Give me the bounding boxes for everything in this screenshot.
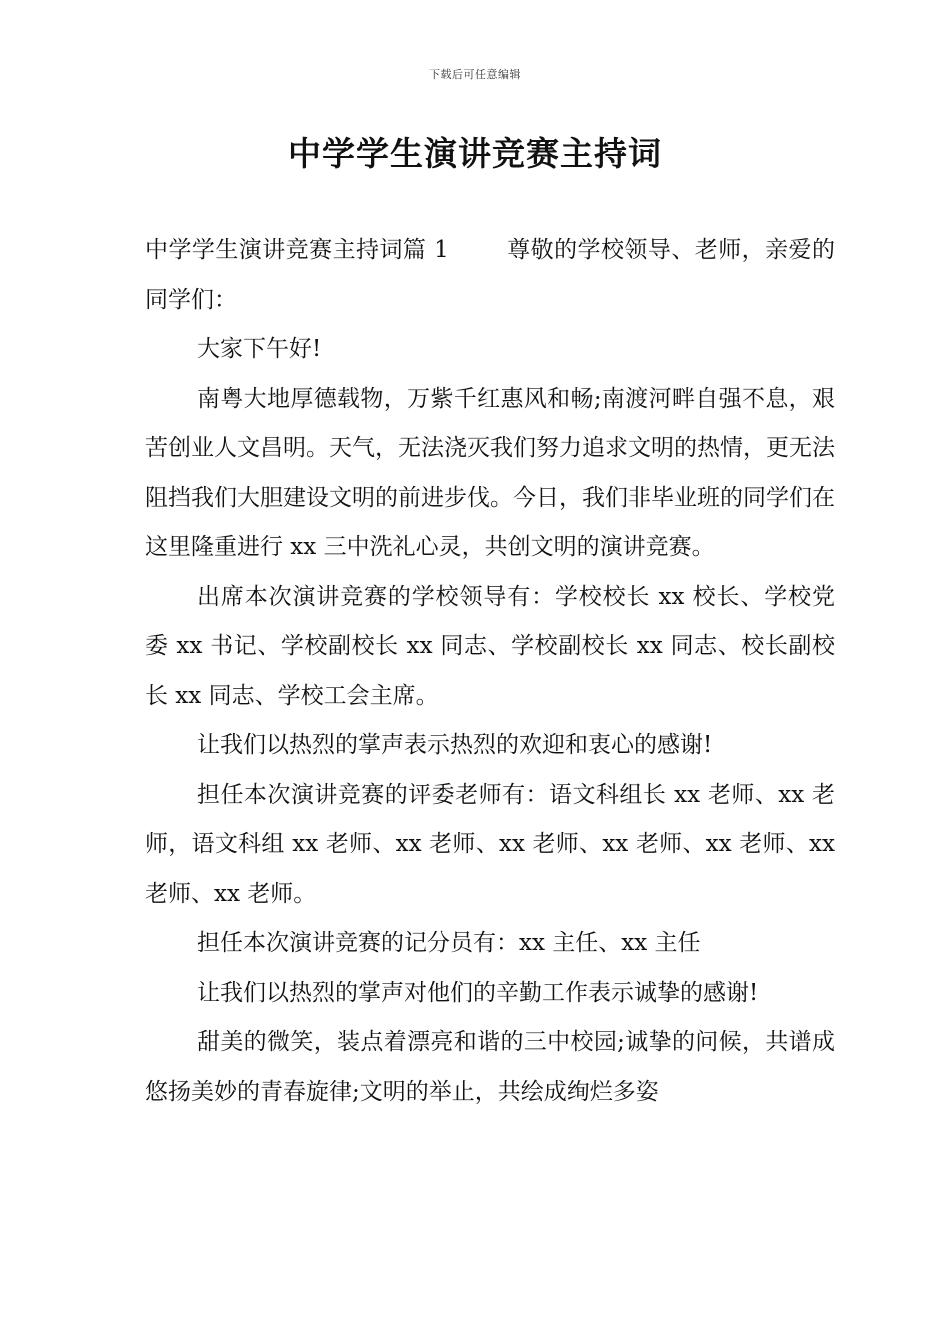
paragraph-judges: 担任本次演讲竞赛的评委老师有：语文科组长 xx 老师、xx 老师，语文科组 xx 老师、xx 老师、xx 老师、xx 老师、xx 老师、xx 老师、xx 老师。 <box>145 781 835 907</box>
intro-paragraph <box>145 226 835 325</box>
salutation: 尊敬的学校领导、老师，亲爱的同学们： <box>145 237 835 313</box>
paragraph-welcome-applause: 让我们以热烈的掌声表示热烈的欢迎和衷心的感谢! <box>197 732 713 758</box>
header-note: 下载后可任意编辑 <box>429 68 521 81</box>
paragraph-opening: 南粤大地厚德载物，万紫千红惠风和畅;南渡河畔自强不息，艰苦创业人文昌明。天气，无法浇灭我们努力追求文明的热情，更无法阻挡我们大胆建设文明的前进步伐。今日，我们非毕业班的同学们在这里隆重进行 xx 三中洗礼心灵，共创文明的演讲竞赛。 <box>145 385 835 560</box>
section-heading: 中学学生演讲竞赛主持词篇 1 <box>145 237 449 263</box>
paragraph-thanks-applause: 让我们以热烈的掌声对他们的辛勤工作表示诚挚的感谢! <box>197 979 759 1006</box>
paragraph-scorers: 担任本次演讲竞赛的记分员有：xx 主任、xx 主任 <box>197 930 701 956</box>
paragraph-leaders: 出席本次演讲竞赛的学校领导有：学校校长 xx 校长、学校党委 xx 书记、学校副校长 xx 同志、学校副校长 xx 同志、校长副校长 xx 同志、学校工会主席。 <box>145 583 835 709</box>
paragraph-campus: 甜美的微笑，装点着漂亮和谐的三中校园;诚挚的问候，共谱成悠扬美妙的青春旋律;文明的举止，共绘成绚烂多姿 <box>145 1029 835 1105</box>
document-body <box>145 226 835 1117</box>
document-title: 中学学生演讲竞赛主持词 <box>288 134 662 173</box>
paragraph-greeting: 大家下午好! <box>197 336 322 362</box>
